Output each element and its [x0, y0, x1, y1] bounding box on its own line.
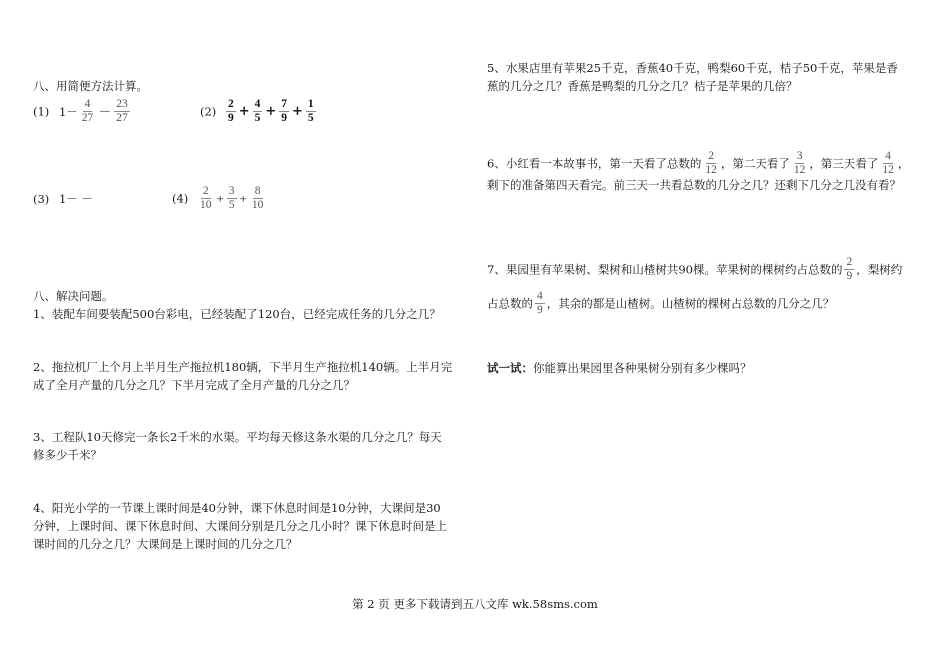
question-7-line-1: 7、果园里有苹果树、梨树和山楂树共90棵。苹果树的棵树约占总数的 $\frac{2}{9}$ ，梨树约	[487, 256, 903, 282]
fraction: $\frac{2}{9}$	[846, 256, 853, 282]
fraction: $\frac{3}{12}$	[793, 150, 806, 176]
question-4-line-1: 4、阳光小学的一节课上课时间是40分钟，课下休息时间是10分钟，大课间是30	[33, 501, 441, 515]
problem-4: (4) $\frac{2}{10}$ + $\frac{3}{5}$ + $\frac{8}{10}$	[172, 185, 264, 211]
question-5-line-1: 5、水果店里有苹果25千克，香蕉40千克，鸭梨60千克，桔子50千克，苹果是香	[487, 61, 898, 75]
fraction: $\frac{4}{9}$	[537, 290, 543, 316]
fraction: $\frac{2}{10}$	[199, 185, 212, 211]
fraction: $\frac{4}{12}$	[882, 150, 894, 176]
fraction: $\frac{2}{9}$	[227, 98, 234, 124]
problem-1: (1) 1－ $\frac{4}{27}$ － $\frac{23}{27}$	[33, 98, 128, 124]
problem-3: (3) 1－ －	[33, 192, 93, 206]
section-title-problems: 八、解决问题。	[33, 289, 114, 303]
question-2-line-1: 2、拖拉机厂上个月上半月生产拖拉机180辆，下半月生产拖拉机140辆。上半月完	[33, 360, 453, 374]
question-5-line-2: 蕉的几分之几？香蕉是鸭梨的几分之几？桔子是苹果的几倍？	[487, 79, 798, 93]
fraction: $\frac{1}{5}$	[307, 98, 314, 124]
fraction: $\frac{3}{5}$	[228, 185, 235, 211]
question-1: 1、装配车间要装配500台彩电，已经装配了120台，已经完成任务的几分之几？	[33, 307, 441, 321]
section-title-calc: 八、用简便方法计算。	[33, 79, 148, 93]
question-6-line-2: 剩下的准备第四天看完。前三天一共看总数的几分之几？还剩下几分之几没有看？	[487, 178, 901, 192]
question-2-line-2: 成了全月产量的几分之几？下半月完成了全月产量的几分之几？	[33, 378, 355, 392]
fraction: $\frac{23}{27}$	[116, 98, 128, 124]
question-4-line-2: 分钟，上课时间、课下休息时间、大课间分别是几分之几小时？课下休息时间是上	[33, 519, 447, 533]
question-3-line-2: 修多少千米？	[33, 448, 102, 462]
question-3-line-1: 3、工程队10天修完一条长2千米的水渠。平均每天修这条水渠的几分之几？每天	[33, 430, 442, 444]
try-it-text: 你能算出果园里各种果树分别有多少棵吗？	[533, 361, 752, 375]
question-4-line-3: 课时间的几分之几？大课间是上课时间的几分之几？	[33, 537, 298, 551]
fraction: $\frac{7}{9}$	[281, 98, 288, 124]
question-7-line-2: 占总数的 $\frac{4}{9}$ ，其余的都是山楂树。山楂树的棵树占总数的几分之几？	[487, 290, 835, 316]
fraction: $\frac{8}{10}$	[251, 185, 264, 211]
fraction: $\frac{4}{5}$	[254, 98, 261, 124]
problem-2: (2) $\frac{2}{9}$ + $\frac{4}{5}$ + $\frac{7}{9}$ + $\frac{1}{5}$	[200, 98, 314, 124]
fraction: $\frac{4}{27}$	[81, 98, 94, 124]
fraction: $\frac{2}{12}$	[705, 150, 717, 176]
question-6-line-1: 6、小红看一本故事书，第一天看了总数的 $\frac{2}{12}$ ，第二天看了 $\frac{3}{12}$ ，第三天看了 $\frac{4}{12}$ ，	[487, 150, 910, 176]
try-it-prompt	[487, 360, 752, 376]
page-footer: 第 2 页 更多下载请到五八文库 wk.58sms.com	[352, 597, 598, 611]
try-it-label: 试一试：	[487, 361, 533, 375]
